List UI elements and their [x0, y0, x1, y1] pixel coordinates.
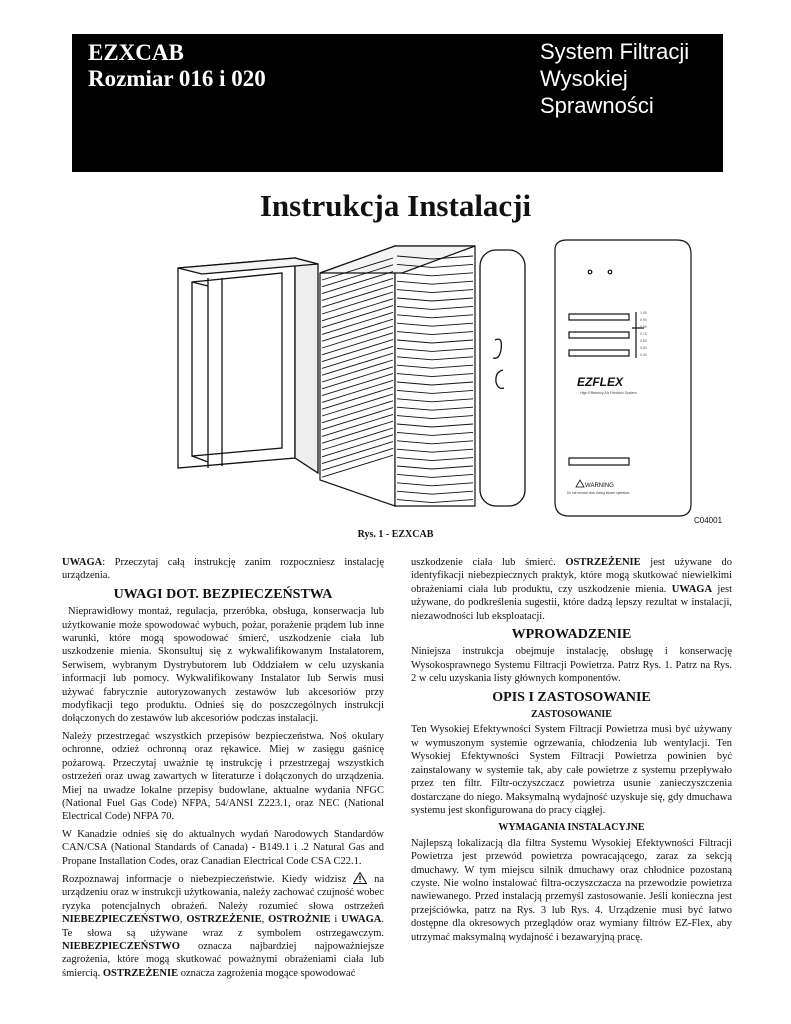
safety-paragraph-3: W Kanadzie odnieś się do aktualnych wydań Narodowych Standardów CAN/CSA (National Standards of Canada) - B149.1 i .2 Natural Gas and Propane Installation Codes, oraz Canadian Electrical Code CSA C22.1. [62, 828, 384, 867]
safety-alert-icon [353, 872, 367, 884]
safety-section-title: UWAGI DOT. BEZPIECZEŃSTWA [113, 586, 333, 602]
requirements-subtitle: WYMAGANIA INSTALACYJNE [498, 822, 645, 834]
product-line-3: Sprawności [540, 93, 654, 118]
svg-text:0.90: 0.90 [640, 318, 647, 322]
pleated-filter-drawing [320, 246, 475, 506]
safety-paragraph-1: Nieprawidłowy montaż, regulacja, przeróbka, obsługa, konserwacja lub użytkowanie może spowodować wybuch, pożar, porażenie prądem lub inne warunki, które mogą spowodować śmierć, uszkodzenie ciała lub uszkodzenie mienia. Skonsultuj się z wykwalifikowanym Instalatorem, Serwisem, wybranym Dystrybutorem lub Oddziałem w celu uzyskania informacji lub pomocy. Wykwalifikowany Instalator lub Serwis musi używać fabrycznie autoryzowanych zestawów lub akcesoriów przy modyfikacji tego produktu. Odnieś się do poszczególnych instrukcji dołączonych do zestawów lub akcesoriów podczas instalacji. [62, 606, 384, 725]
svg-text:0.80: 0.80 [640, 325, 647, 329]
ezflex-logo-subtitle: High Efficiency Air Filtration System [580, 391, 637, 395]
usage-subtitle: ZASTOSOWANIE [531, 709, 612, 721]
right-column [411, 556, 732, 948]
intro-paragraph: Niniejsza instrukcja obejmuje instalację, obsługę i konserwację Wysokosprawnego Systemu Filtracji Powietrza. Patrz Rys. 1. Patrz na Rys. 2 w celu uzyskania listy głównych komponentów. [411, 646, 732, 685]
warning-label-subtext: Do not remove door during blower operation [567, 491, 630, 495]
safety-paragraph-continued: uszkodzenie ciała lub śmierć. OSTRZEŻENIE jest używane do identyfikacji niebezpiecznych praktyk, które mogą skutkować niewielkimi obrażeniami ciała lub produktu, czy uszkodzenie mienia. UWAGA jest używane, do podkreślenia sugestii, które dadzą lepszy rezultat w instalacji, niezawodności lub eksploatacji. [411, 557, 732, 622]
model-size: Rozmiar 016 i 020 [88, 66, 266, 91]
safety-paragraph-2: Należy przestrzegać wszystkich przepisów bezpieczeństwa. Noś okulary ochronne, odzież ochronną oraz rękawice. Miej w zasięgu gaśnicę pożarową. Przeczytaj uważnie tę instrukcję i przestrzegaj wszystkich ostrzeżeń oraz uwag zawartych w literaturze i dołączonych do urządzenia. Miej na uwadze lokalne przepisy budowlane, aktualne wydania NFGC (National Fuel Gas Code) NFPA, 54/ANSI Z223.1, oraz NEC (National Electrical Code) NFPA 70. [62, 730, 384, 823]
ezflex-logo: EZFLEX [577, 375, 624, 389]
left-column [62, 556, 384, 984]
filter-door-handles [480, 250, 525, 506]
svg-text:0.50: 0.50 [640, 346, 647, 350]
model-name: EZXCAB [88, 40, 184, 65]
figure-ezxcab-illustration [170, 228, 730, 528]
note-label: UWAGA [62, 557, 103, 568]
note-paragraph [62, 556, 384, 583]
product-line-2: Wysokiej [540, 66, 628, 91]
product-name-block [540, 38, 689, 119]
requirements-paragraph: Najlepszą lokalizacją dla filtra Systemu Wysokiej Efektywności Filtracji Powietrza jest przewód powietrza powracającego, zaraz za sekcją dmuchawy. W tym miejscu silnik dmuchawy oraz chłodnice pozostaną czyste. Nie wolno instalować filtra-oczyszczacza na przewodzie powietrza nawiewanego. Przed instalacją przemyśl zastosowanie. Jeśli konieczna jest przejściówka, patrz na Rys. 3 lub Rys. 4. Urządzenie musi być łatwo dostępne dla okresowych przeglądów oraz wymiany filtrów EZ-Flex, aby utrzymać maksymalną wydajność i bezawaryjną pracę. [411, 837, 732, 943]
intro-section-title: WPROWADZENIE [511, 627, 632, 643]
product-line-1: System Filtracji [540, 39, 690, 64]
figure-caption: Rys. 1 - EZXCAB [357, 529, 434, 540]
svg-text:0.60: 0.60 [640, 339, 647, 343]
note-text: : Przeczytaj całą instrukcję zanim rozpoczniesz instalację urządzenia. [62, 557, 384, 582]
header-band [72, 34, 723, 172]
document-title: Instrukcja Instalacji [259, 188, 532, 223]
svg-text:0.40: 0.40 [640, 353, 647, 357]
description-section-title: OPIS I ZASTOSOWANIE [492, 689, 651, 705]
usage-paragraph: Ten Wysokiej Efektywności System Filtracji Powietrza musi być używany w wymuszonym systemie ogrzewania, chłodzenia lub wentylacji. Ten Wysokiej Efektywności System Filtracji Powietrza powinien być zainstalowany w systemie tak, aby całe powietrze z systemu przepływało przez ten filtr. Filtr-oczyszczacz powietrza usunie zanieczyszczenia dostarczane do niego. Maksymalną wydajność uzyskuje się, gdy dmuchawa systemu jest skonfigurowana do pracy ciągłej. [411, 724, 732, 816]
warning-label-text: WARNING [585, 483, 614, 489]
cabinet-frame-drawing [178, 258, 318, 473]
svg-text:1.00: 1.00 [640, 311, 647, 315]
header-model-block [88, 40, 266, 92]
figure-code: C04001 [694, 516, 723, 525]
svg-text:0.70: 0.70 [640, 332, 647, 336]
safety-paragraph-4: Rozpoznawaj informacje o niebezpieczeństwie. Kiedy widzisz na urządzeniu oraz w instrukcji użytkowania, należy zachować czujność wobec ryzyka potencjalnych obrażeń. Należy rozumieć słowa ostrzeżeń NIEBEZPIECZEŃSTWO, OSTRZEŻENIE, OSTROŻNIE i UWAGA. Te słowa są używane wraz z symbolem ostrzegawczym. NIEBEZPIECZEŃSTWO oznacza najbardziej najpoważniejsze zagrożenia, które mogą skutkować poważnymi obrażeniami ciała lub śmiercią. OSTRZEŻENIE oznacza zagrożenia mogące spowodować [62, 873, 385, 979]
